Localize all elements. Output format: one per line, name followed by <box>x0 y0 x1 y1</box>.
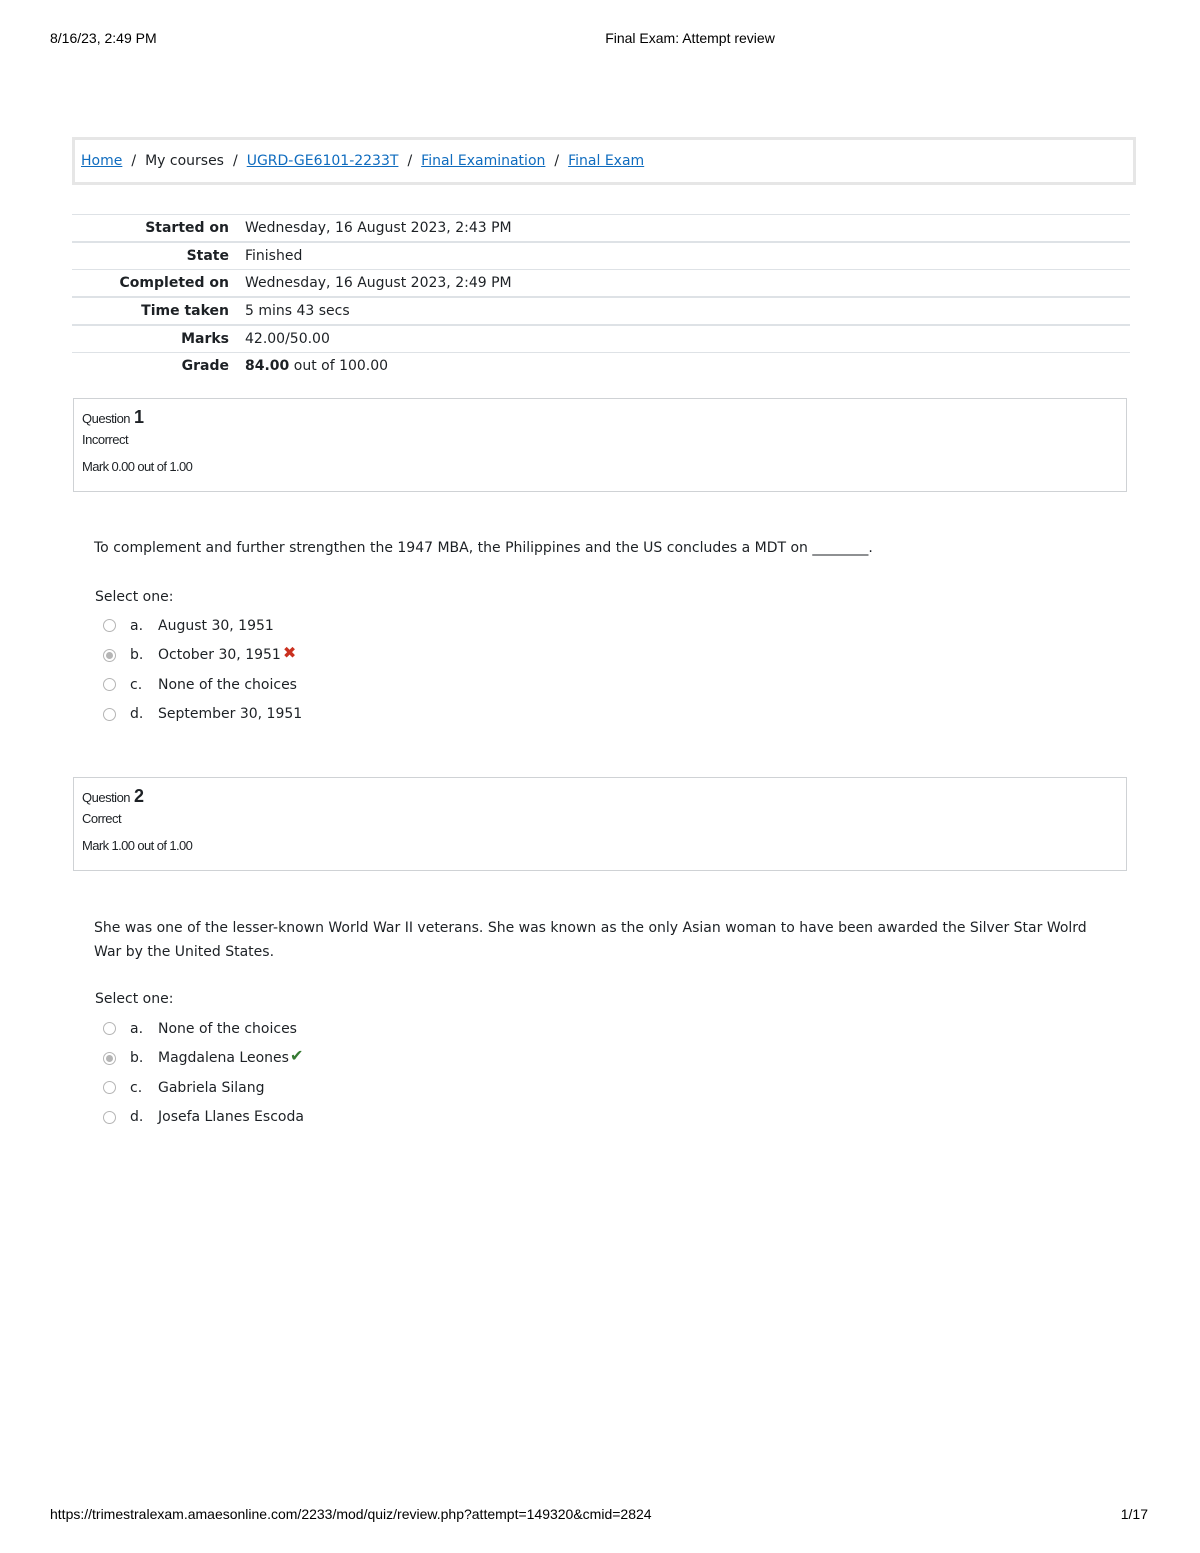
radio-button[interactable] <box>103 1022 116 1035</box>
question-label: Question <box>82 411 131 426</box>
answer-letter: b. <box>130 1050 144 1067</box>
summary-value: 5 mins 43 secs <box>245 303 350 319</box>
question-mark: Mark 0.00 out of 1.00 <box>82 459 193 474</box>
breadcrumb-separator: / <box>131 153 137 169</box>
summary-label: State <box>186 248 229 264</box>
radio-button[interactable] <box>103 678 116 691</box>
print-url: https://trimestralexam.amaesonline.com/2233/mod/quiz/review.php?attempt=149320&cmid=2824 <box>50 1506 652 1522</box>
question-2-text: She was one of the lesser-known World War II veterans. She was known as the only Asian woman to have been awarded the Silver Star Wolrd War by the United States. <box>94 920 1087 960</box>
breadcrumb-quiz-link[interactable]: Final Exam <box>568 153 645 169</box>
radio-button[interactable] <box>103 1081 116 1094</box>
answer-option-selected[interactable] <box>103 1044 304 1074</box>
question-1-answers <box>103 611 302 729</box>
summary-label: Completed on <box>119 275 229 291</box>
answer-letter: b. <box>130 647 144 664</box>
summary-value: Wednesday, 16 August 2023, 2:49 PM <box>245 275 512 291</box>
summary-label: Marks <box>181 331 229 347</box>
breadcrumb-separator: / <box>407 153 413 169</box>
print-page-title: Final Exam: Attempt review <box>605 30 775 46</box>
question-state: Correct <box>82 811 122 826</box>
answer-text: September 30, 1951 <box>158 706 303 723</box>
breadcrumb-section-link[interactable]: Final Examination <box>421 153 546 169</box>
answer-option[interactable] <box>103 1014 304 1044</box>
correct-check-icon: ✔ <box>289 1045 304 1065</box>
summary-label: Grade <box>181 358 229 374</box>
question-number: 1 <box>134 407 145 427</box>
question-2-info <box>73 777 1127 871</box>
summary-value <box>245 353 1130 380</box>
radio-button-checked[interactable] <box>103 649 116 662</box>
answer-letter: d. <box>130 706 144 723</box>
answer-text: None of the choices <box>158 1020 297 1037</box>
answer-letter: a. <box>130 617 144 634</box>
summary-value: Wednesday, 16 August 2023, 2:43 PM <box>245 220 512 236</box>
question-1-info <box>73 398 1127 492</box>
question-2-prompt: Select one: <box>95 991 174 1007</box>
question-2-answers <box>103 1014 304 1132</box>
summary-row-time-taken <box>72 297 1130 325</box>
breadcrumb <box>72 137 1136 185</box>
question-number: 2 <box>134 786 145 806</box>
summary-label: Time taken <box>141 303 229 319</box>
attempt-summary-table <box>72 214 1130 379</box>
answer-option[interactable] <box>103 670 302 700</box>
question-mark: Mark 1.00 out of 1.00 <box>82 838 193 853</box>
answer-letter: c. <box>130 676 143 693</box>
summary-row-grade <box>72 353 1130 380</box>
breadcrumb-my-courses: My courses <box>145 153 224 169</box>
answer-text: Gabriela Silang <box>158 1079 265 1096</box>
question-1-prompt: Select one: <box>95 589 174 605</box>
summary-row-completed <box>72 270 1130 298</box>
answer-letter: a. <box>130 1020 144 1037</box>
grade-out-of: out of 100.00 <box>293 358 389 374</box>
radio-button[interactable] <box>103 1111 116 1124</box>
answer-option[interactable] <box>103 1073 304 1103</box>
grade-score: 84.00 <box>245 358 290 374</box>
answer-text: October 30, 1951 <box>158 647 281 664</box>
incorrect-x-icon: ✖ <box>282 642 297 662</box>
print-header <box>0 30 1200 50</box>
print-footer <box>0 1506 1200 1526</box>
radio-button[interactable] <box>103 619 116 632</box>
answer-option[interactable] <box>103 700 302 730</box>
question-label: Question <box>82 790 131 805</box>
answer-text: Magdalena Leones <box>158 1050 289 1067</box>
print-page-number: 1/17 <box>1120 1506 1148 1522</box>
summary-value: 42.00/50.00 <box>245 331 330 347</box>
answer-letter: c. <box>130 1079 143 1096</box>
summary-value: Finished <box>245 248 303 264</box>
summary-row-started <box>72 215 1130 243</box>
breadcrumb-home-link[interactable]: Home <box>81 153 123 169</box>
answer-option[interactable] <box>103 611 302 641</box>
answer-text: August 30, 1951 <box>158 617 274 634</box>
summary-label: Started on <box>145 220 229 236</box>
answer-text: Josefa Llanes Escoda <box>158 1109 304 1126</box>
answer-option-selected[interactable] <box>103 641 302 671</box>
summary-row-marks <box>72 325 1130 353</box>
radio-button[interactable] <box>103 708 116 721</box>
answer-option[interactable] <box>103 1103 304 1133</box>
question-state: Incorrect <box>82 432 129 447</box>
summary-row-state <box>72 242 1130 270</box>
breadcrumb-separator: / <box>554 153 560 169</box>
radio-button-checked[interactable] <box>103 1052 116 1065</box>
breadcrumb-course-link[interactable]: UGRD-GE6101-2233T <box>246 153 399 169</box>
answer-letter: d. <box>130 1109 144 1126</box>
answer-text: None of the choices <box>158 676 297 693</box>
breadcrumb-separator: / <box>232 153 238 169</box>
question-1-text: To complement and further strengthen the 1947 MBA, the Philippines and the US concludes a MDT on ________. <box>94 540 873 556</box>
print-datetime: 8/16/23, 2:49 PM <box>50 30 157 46</box>
